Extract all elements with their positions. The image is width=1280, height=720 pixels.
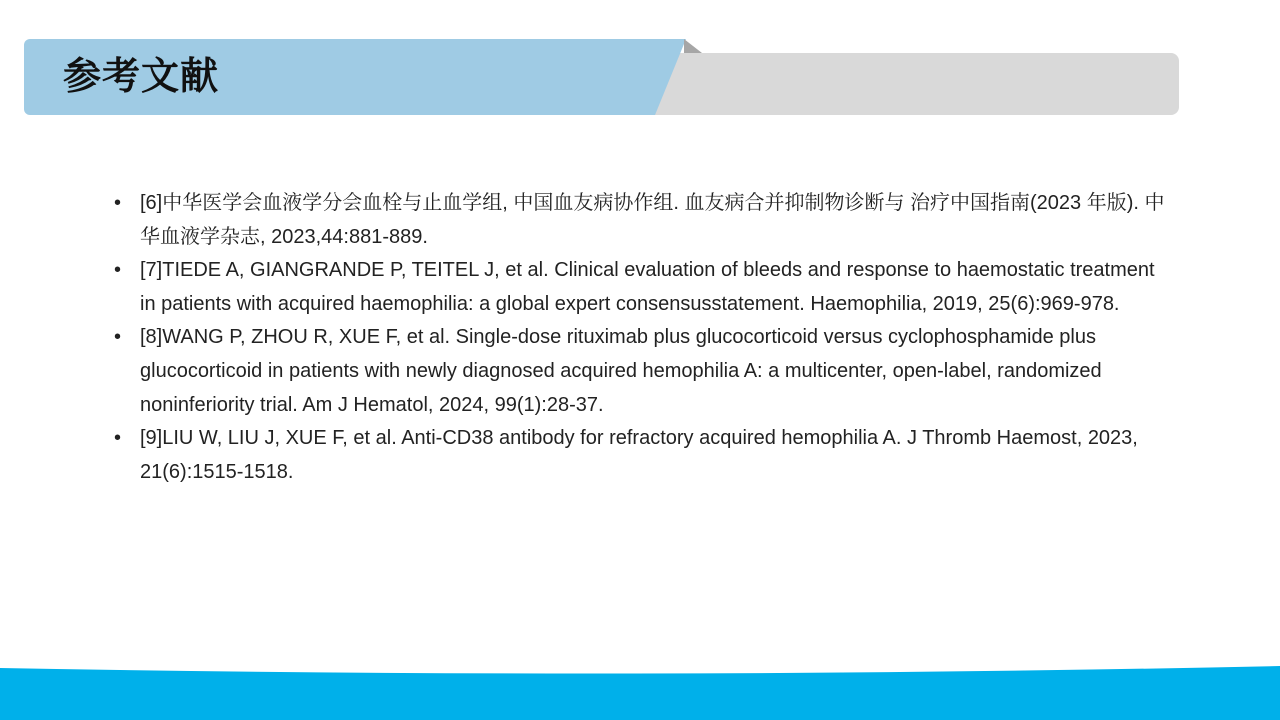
bullet-icon: • xyxy=(114,192,122,214)
reference-text: [8]WANG P, ZHOU R, XUE F, et al. Single-dose rituximab plus glucocorticoid versus cyclophosphamide plus glucocorticoid in patients with newly diagnosed acquired hemophilia A: a multicenter, open-label, randomized noninferiority trial. Am J Hematol, 2024, 99(1):28-37. xyxy=(140,326,1102,416)
reference-text: [6]中华医学会血液学分会血栓与止血学组, 中国血友病协作组. 血友病合并抑制物诊断与 治疗中国指南(2023 年版). 中华血液学杂志, 2023,44:881-889. xyxy=(140,192,1165,248)
bullet-icon: • xyxy=(114,427,122,450)
reference-item-6 xyxy=(114,187,1166,254)
footer-wave-shape xyxy=(0,666,1280,720)
reference-item-7 xyxy=(114,254,1166,321)
bullet-icon: • xyxy=(114,259,122,282)
reference-text: [9]LIU W, LIU J, XUE F, et al. Anti-CD38 antibody for refractory acquired hemophilia A. J Thromb Haemost, 2023, 21(6):1515-1518. xyxy=(140,427,1138,483)
header-gray-band xyxy=(640,53,1179,115)
reference-list xyxy=(114,187,1166,489)
reference-text: [7]TIEDE A, GIANGRANDE P, TEITEL J, et al. Clinical evaluation of bleeds and response to haemostatic treatment in patients with acquired haemophilia: a global expert consensusstatement. Haemophilia, 2019, 25(6):969-978. xyxy=(140,259,1155,315)
header-fold-corner xyxy=(684,39,702,53)
page-title: 参考文献 xyxy=(63,54,220,98)
reference-item-8 xyxy=(114,321,1166,422)
bullet-icon: • xyxy=(114,326,122,349)
reference-item-9 xyxy=(114,422,1166,489)
footer-wave-band xyxy=(0,660,1280,720)
